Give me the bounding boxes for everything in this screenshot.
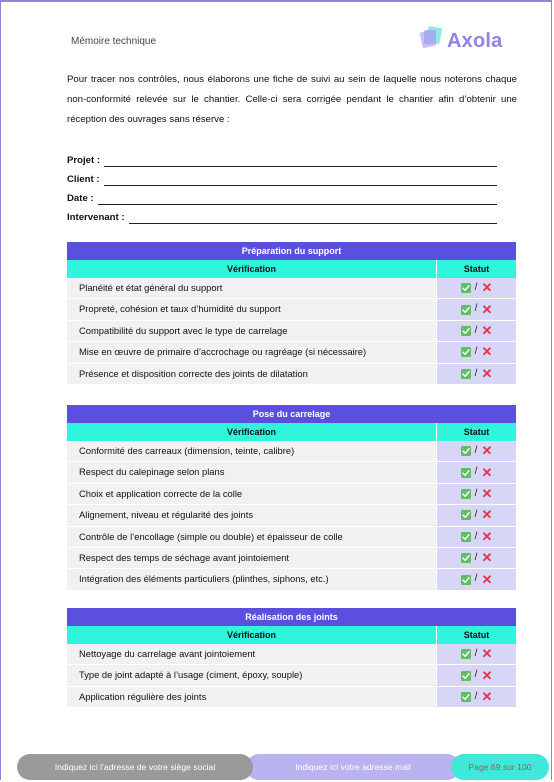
status-cell <box>436 441 516 461</box>
column-header-status: Statut <box>436 626 516 644</box>
verification-item: Présence et disposition correcte des joints de dilatation <box>79 367 308 379</box>
status-separator: / <box>474 509 478 521</box>
page-footer <box>17 754 549 780</box>
status-cell <box>436 548 516 568</box>
project-fields <box>67 148 497 224</box>
verification-item: Contrôle de l’encollage (simple ou double) et épaisseur de colle <box>79 530 343 542</box>
field-input-line[interactable] <box>129 211 497 224</box>
field-client <box>67 167 497 186</box>
table-header <box>67 423 516 441</box>
footer-address: Indiquez ici l’adresse de votre siège social <box>17 754 253 780</box>
column-header-verification: Vérification <box>226 264 276 274</box>
field-label: Intervenant : <box>67 212 125 223</box>
footer-email: Indiquez ici votre adresse mail <box>246 754 460 780</box>
cross-icon[interactable]: ✕ <box>481 646 493 662</box>
status-separator: / <box>474 487 478 499</box>
field-date <box>67 186 497 205</box>
table-row <box>67 364 516 385</box>
checkmark-icon[interactable] <box>461 347 471 357</box>
table-header <box>67 626 516 644</box>
checkmark-icon[interactable] <box>461 692 471 702</box>
table-title: Réalisation des joints <box>67 608 516 626</box>
column-header-status: Statut <box>436 423 516 441</box>
status-separator: / <box>474 530 478 542</box>
verification-item: Mise en œuvre de primaire d’accrochage ou ragréage (si nécessaire) <box>79 346 367 358</box>
field-projet <box>67 148 497 167</box>
column-header-verification: Vérification <box>226 630 276 640</box>
status-cell <box>436 644 516 664</box>
table-row <box>67 687 516 708</box>
verification-item: Propreté, cohésion et taux d’humidité du support <box>79 303 281 315</box>
table-row <box>67 299 516 320</box>
logo-text: Axola <box>447 30 503 52</box>
table-row <box>67 569 516 590</box>
table-row <box>67 505 516 526</box>
column-header-verification: Vérification <box>226 427 276 437</box>
checkmark-icon[interactable] <box>461 671 471 681</box>
status-separator: / <box>474 445 478 456</box>
cross-icon[interactable]: ✕ <box>481 344 493 360</box>
table-header <box>67 260 516 278</box>
status-separator: / <box>474 690 478 702</box>
cross-icon[interactable]: ✕ <box>481 301 493 317</box>
intro-paragraph: Pour tracer nos contrôles, nous élaborons une fiche de suivi au sein de laquelle nous noterons chaque non-conformité relevée sur le chantier. Celle-ci sera corrigée pendant le chantier afin d’obtenir une réception des ouvrages sans réserve : <box>67 74 517 125</box>
status-separator: / <box>474 346 478 358</box>
checkmark-icon[interactable] <box>461 468 471 478</box>
checkmark-icon[interactable] <box>461 305 471 315</box>
table-row <box>67 441 516 462</box>
cross-icon[interactable]: ✕ <box>481 667 493 683</box>
cross-icon[interactable]: ✕ <box>481 365 493 381</box>
status-cell <box>436 299 516 319</box>
checkmark-icon[interactable] <box>461 446 471 456</box>
verification-item: Alignement, niveau et régularité des joints <box>79 509 254 521</box>
status-cell <box>436 569 516 589</box>
checkmark-icon[interactable] <box>461 283 471 293</box>
table-row <box>67 644 516 665</box>
document-title: Mémoire technique <box>71 36 157 47</box>
cross-icon[interactable]: ✕ <box>481 528 493 544</box>
cross-icon[interactable]: ✕ <box>481 550 493 566</box>
verification-item: Respect des temps de séchage avant jointoiement <box>79 551 290 563</box>
checklist-table <box>67 608 516 708</box>
cross-icon[interactable]: ✕ <box>481 443 493 459</box>
field-intervenant <box>67 205 497 224</box>
status-separator: / <box>474 324 478 336</box>
status-cell <box>436 665 516 685</box>
checkmark-icon[interactable] <box>461 510 471 520</box>
table-row <box>67 321 516 342</box>
status-separator: / <box>474 669 478 681</box>
verification-item: Planéité et état général du support <box>79 282 223 293</box>
cross-icon[interactable]: ✕ <box>481 485 493 501</box>
status-cell <box>436 484 516 504</box>
status-cell <box>436 687 516 707</box>
status-cell <box>436 364 516 384</box>
verification-item: Respect du calepinage selon plans <box>79 466 225 478</box>
status-cell <box>436 278 516 298</box>
status-separator: / <box>474 466 478 478</box>
status-cell <box>436 505 516 525</box>
status-separator: / <box>474 367 478 379</box>
status-cell <box>436 342 516 362</box>
status-separator: / <box>474 648 478 659</box>
verification-item: Choix et application correcte de la colle <box>79 487 243 499</box>
column-header-status: Statut <box>436 260 516 278</box>
checkmark-icon[interactable] <box>461 326 471 336</box>
table-title: Préparation du support <box>67 242 516 260</box>
status-cell <box>436 321 516 341</box>
table-row <box>67 278 516 299</box>
verification-item: Type de joint adapté à l’usage (ciment, époxy, souple) <box>79 669 303 681</box>
status-cell <box>436 462 516 482</box>
checkmark-icon[interactable] <box>461 489 471 499</box>
field-input-line[interactable] <box>98 192 497 205</box>
table-row <box>67 665 516 686</box>
checkmark-icon[interactable] <box>461 532 471 542</box>
field-label: Projet : <box>67 155 101 166</box>
verification-item: Application régulière des joints <box>79 690 207 702</box>
table-row <box>67 462 516 483</box>
checkmark-icon[interactable] <box>461 575 471 585</box>
cross-icon[interactable]: ✕ <box>481 280 493 296</box>
table-row <box>67 548 516 569</box>
verification-item: Nettoyage du carrelage avant jointoiement <box>79 648 256 659</box>
table-row <box>67 527 516 548</box>
cross-icon[interactable]: ✕ <box>481 464 493 480</box>
footer-page-number: Page 69 sur 100 <box>451 754 549 780</box>
status-separator: / <box>474 573 478 585</box>
logo-mark-icon <box>419 24 445 50</box>
status-cell <box>436 527 516 547</box>
cross-icon[interactable]: ✕ <box>481 688 493 704</box>
cross-icon[interactable]: ✕ <box>481 571 493 587</box>
checklist-table <box>67 242 516 385</box>
field-input-line[interactable] <box>104 173 497 186</box>
checkmark-icon[interactable] <box>461 553 471 563</box>
status-separator: / <box>474 551 478 563</box>
field-label: Client : <box>67 174 100 185</box>
verification-item: Compatibilité du support avec le type de carrelage <box>79 324 288 336</box>
checklist-table <box>67 405 516 591</box>
checkmark-icon[interactable] <box>461 649 471 659</box>
cross-icon[interactable]: ✕ <box>481 322 493 338</box>
field-input-line[interactable] <box>104 154 497 167</box>
field-label: Date : <box>67 193 94 204</box>
table-title: Pose du carrelage <box>67 405 516 423</box>
verification-item: Conformité des carreaux (dimension, teinte, calibre) <box>79 445 295 456</box>
cross-icon[interactable]: ✕ <box>481 507 493 523</box>
status-separator: / <box>474 282 478 293</box>
company-logo <box>419 22 519 58</box>
table-row <box>67 342 516 363</box>
checkmark-icon[interactable] <box>461 369 471 379</box>
status-separator: / <box>474 303 478 315</box>
table-row <box>67 484 516 505</box>
verification-item: Intégration des éléments particuliers (plinthes, siphons, etc.) <box>79 573 329 585</box>
